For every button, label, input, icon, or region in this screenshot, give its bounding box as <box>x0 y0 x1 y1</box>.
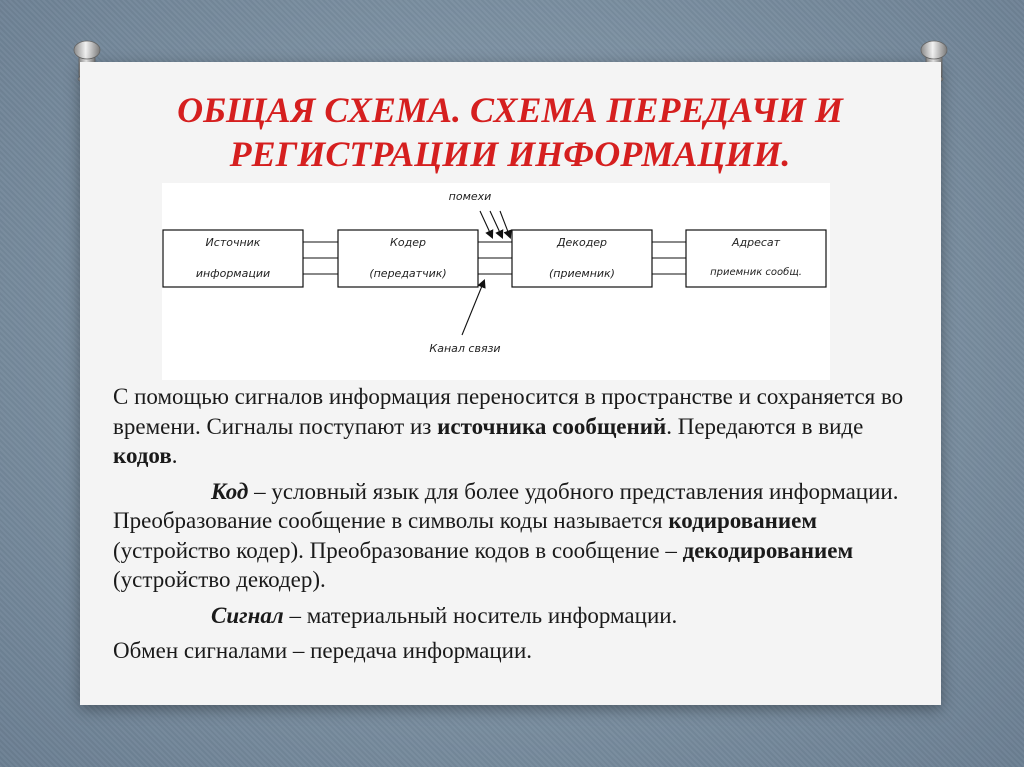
slide-body <box>113 382 913 666</box>
transmission-diagram <box>162 183 830 380</box>
block-encoder-line1: Кодер <box>390 236 426 249</box>
term-code: Код <box>211 478 249 504</box>
paragraph1-text-a: С помощью сигналов информация переносится в пространстве и сохраняется во времени. Сигналы поступают из <box>113 384 904 439</box>
channel-label: Канал связи <box>429 342 501 355</box>
paragraph-code-definition <box>113 477 913 595</box>
block-source-line2: информации <box>195 267 271 280</box>
title-line-2: РЕГИСТРАЦИИ ИНФОРМАЦИИ. <box>229 134 791 174</box>
block-decoder-line1: Декодер <box>556 236 608 249</box>
slide-title <box>100 88 920 176</box>
title-line-1: ОБЩАЯ СХЕМА. СХЕМА ПЕРЕДАЧИ И <box>177 90 843 130</box>
term-signal: Сигнал <box>211 602 284 628</box>
paragraph2-text-a: – условный язык для более удобного представления информации. Преобразование сообщение в символы коды называется <box>113 478 899 533</box>
term-decoding: декодированием <box>682 537 854 563</box>
paragraph2-text-c: (устройство декодер). <box>113 567 326 592</box>
term-message-source: источника сообщений <box>437 413 667 439</box>
paragraph1-text-b: . Передаются в виде <box>666 413 864 439</box>
block-receiver-line1: Адресат <box>731 236 781 249</box>
paragraph3-text: – материальный носитель информации. <box>283 602 678 628</box>
block-encoder-line2: (передатчик) <box>369 267 447 280</box>
paragraph-signals <box>113 382 913 471</box>
term-encoding: кодированием <box>668 508 818 533</box>
noise-label: помехи <box>448 190 492 203</box>
term-codes: кодов <box>113 443 172 468</box>
block-decoder-line2: (приемник) <box>549 267 615 280</box>
paragraph-signal-exchange: Обмен сигналами – передача информации. <box>113 638 533 663</box>
channel-arrow <box>462 281 484 335</box>
paragraph1-text-c: . <box>171 443 178 468</box>
noise-arrows <box>480 211 510 237</box>
paragraph2-text-b: (устройство кодер). Преобразование кодов в сообщение – <box>113 537 683 563</box>
block-receiver-line2: приемник сообщ. <box>710 267 802 278</box>
block-source-line1: Источник <box>205 236 261 249</box>
paragraph-signal-definition <box>113 601 913 631</box>
